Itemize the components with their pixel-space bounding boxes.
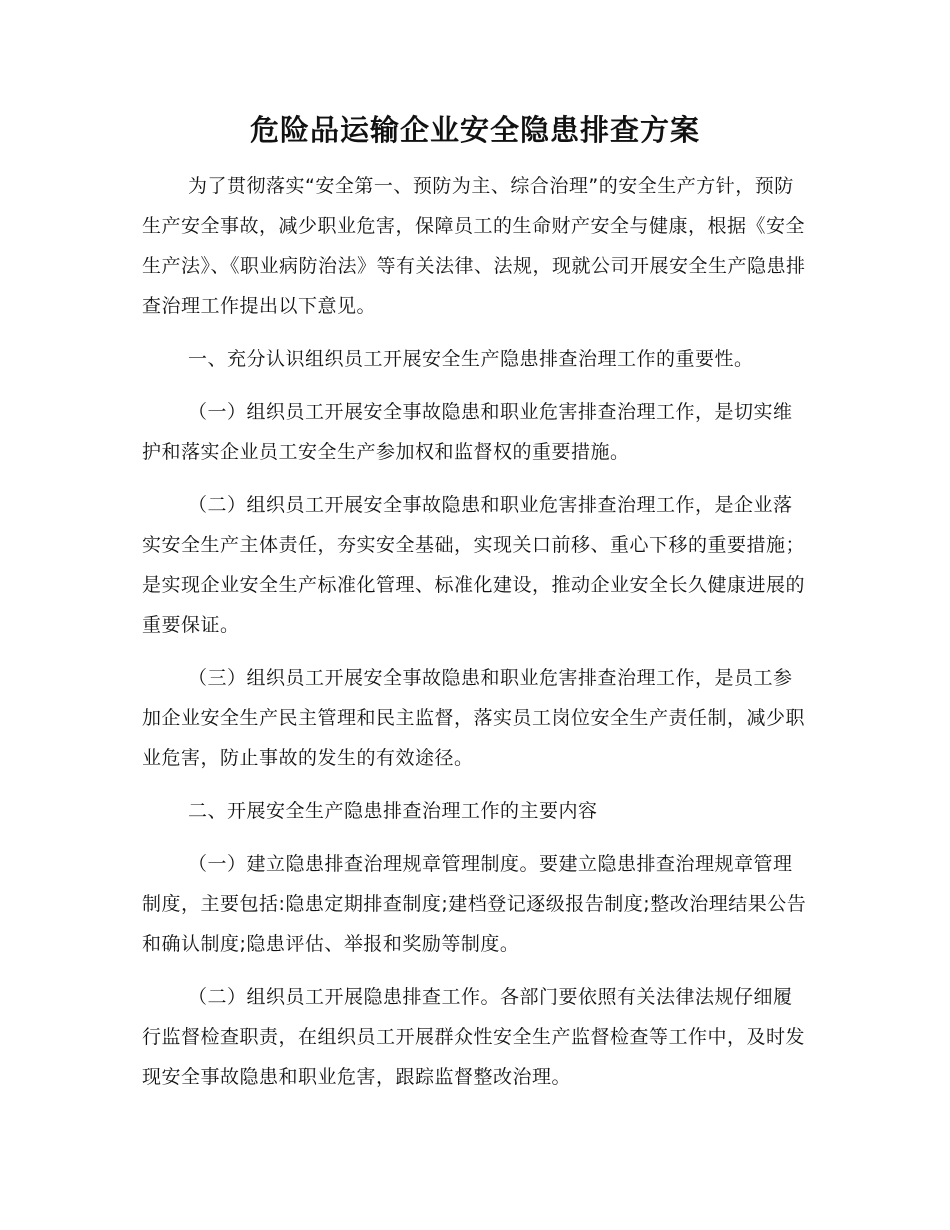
paragraph-1-2: （二）组织员工开展安全事故隐患和职业危害排查治理工作，是企业落实安全生产主体责任，夯实安全基础，实现关口前移、重心下移的重要措施；是实现企业安全生产标准化管理、标准化建设，推动企业安全长久健康进展的重要保证。 <box>142 494 806 636</box>
paragraph-1-1: （一）组织员工开展安全事故隐患和职业危害排查治理工作，是切实维护和落实企业员工安全生产参加权和监督权的重要措施。 <box>142 401 793 463</box>
paragraph-2-2: （二）组织员工开展隐患排查工作。各部门要依照有关法律法规仔细履行监督检查职责，在组织员工开展群众性安全生产监督检查等工作中，及时发现安全事故隐患和职业危害，跟踪监督整改治理。 <box>142 986 806 1088</box>
section-heading-2: 二、开展安全生产隐患排查治理工作的主要内容 <box>188 800 598 822</box>
document-body <box>142 166 808 1110</box>
paragraph-1-3: （三）组织员工开展安全事故隐患和职业危害排查治理工作，是员工参加企业安全生产民主管理和民主监督，落实员工岗位安全生产责任制，减少职业危害，防止事故的发生的有效途径。 <box>142 667 806 769</box>
document-title: 危险品运输企业安全隐患排查方案 <box>249 113 700 147</box>
paragraph-2-1: （一）建立隐患排查治理规章管理制度。要建立隐患排查治理规章管理制度，主要包括:隐患定期排查制度;建档登记逐级报告制度;整改治理结果公告和确认制度;隐患评估、举报和奖励等制度。 <box>142 853 807 955</box>
section-heading-1: 一、充分认识组织员工开展安全生产隐患排查治理工作的重要性。 <box>188 348 754 370</box>
paragraph-intro: 为了贯彻落实“安全第一、预防为主、综合治理”的安全生产方针，预防生产安全事故，减少职业危害，保障员工的生命财产安全与健康，根据《安全生产法》、《职业病防治法》等有关法律、法规，现就公司开展安全生产隐患排查治理工作提出以下意见。 <box>142 175 806 317</box>
